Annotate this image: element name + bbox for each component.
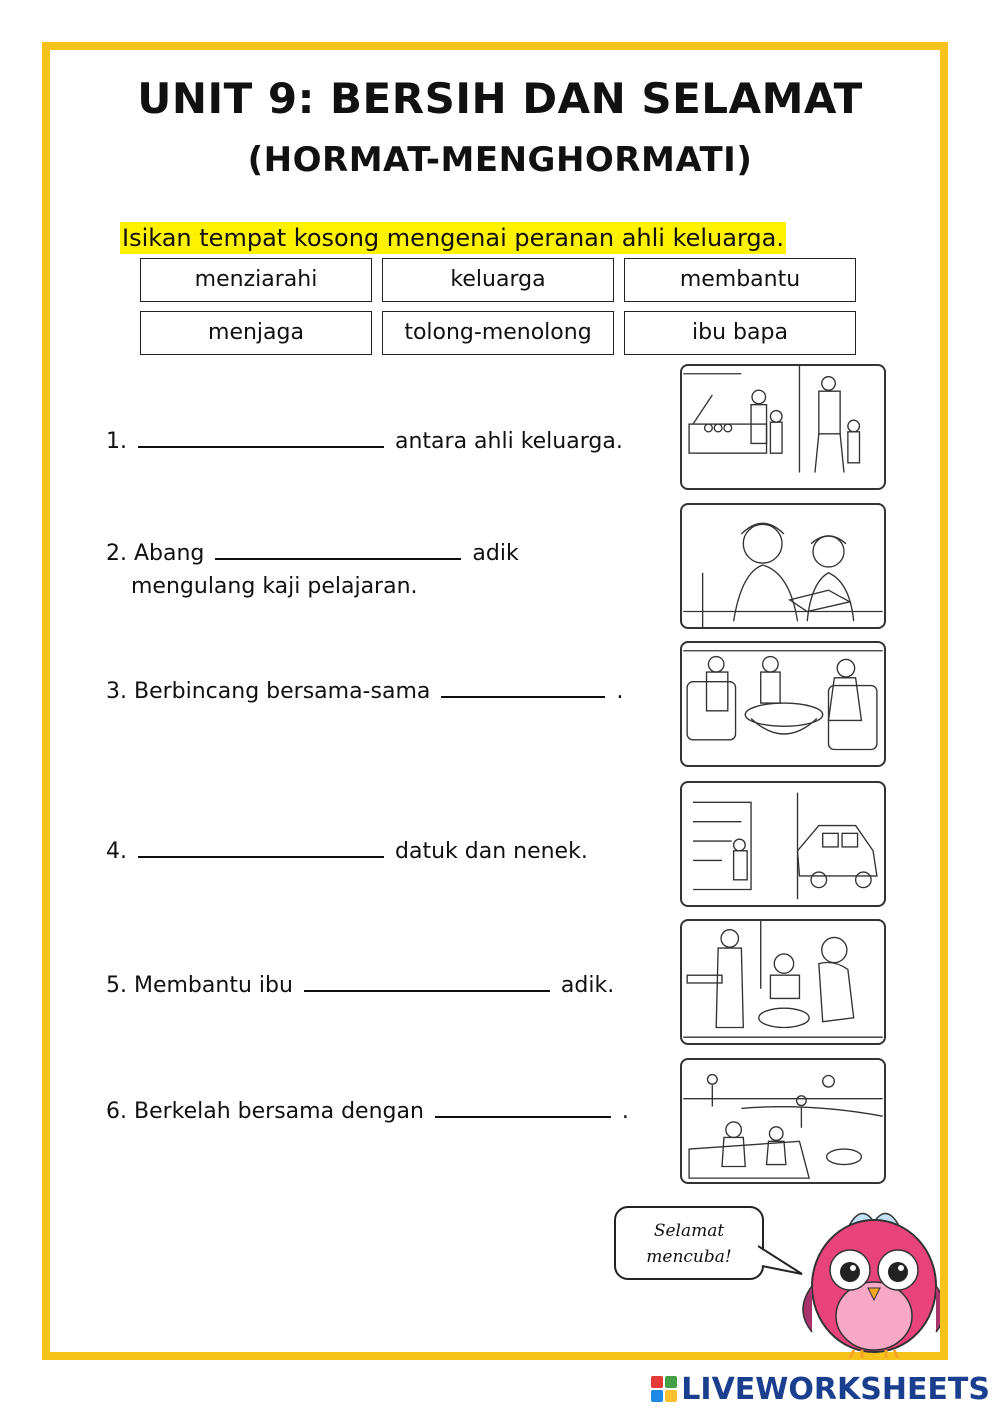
question-prefix: 5. Membantu ibu: [106, 973, 293, 998]
answer-blank-4[interactable]: [138, 836, 384, 858]
bubble-line-2: mencuba!: [646, 1247, 732, 1267]
word-bank-item: membantu: [624, 258, 856, 302]
question-3: [106, 676, 623, 707]
bubble-line-1: Selamat: [653, 1221, 725, 1241]
question-2: [106, 538, 519, 569]
word-bank-item: tolong-menolong: [382, 311, 614, 355]
question-prefix: 4.: [106, 839, 127, 864]
question-2-line2: mengulang kaji pelajaran.: [131, 574, 418, 599]
footer-brand-text: LIVEWORKSHEETS: [681, 1371, 990, 1407]
picture-caring-for-baby: [680, 919, 886, 1045]
page-subtitle: (HORMAT-MENGHORMATI): [247, 140, 753, 180]
question-6: [106, 1096, 629, 1127]
question-prefix: 1.: [106, 429, 127, 454]
question-1: [106, 426, 623, 457]
liveworksheets-brand: [651, 1371, 990, 1407]
question-5: [106, 970, 614, 1001]
instruction-text: Isikan tempat kosong mengenai peranan ahli keluarga.: [122, 224, 784, 252]
question-suffix: datuk dan nenek.: [395, 839, 588, 864]
question-suffix: antara ahli keluarga.: [395, 429, 623, 454]
question-prefix: 6. Berkelah bersama dengan: [106, 1099, 424, 1124]
page-title: UNIT 9: BERSIH DAN SELAMAT: [137, 74, 863, 123]
answer-blank-3[interactable]: [441, 676, 605, 698]
question-suffix: adik: [472, 541, 519, 566]
picture-family-helping: [680, 364, 886, 490]
word-bank-item: menjaga: [140, 311, 372, 355]
question-prefix: 3. Berbincang bersama-sama: [106, 679, 431, 704]
answer-blank-1[interactable]: [138, 426, 384, 448]
question-suffix: .: [621, 1099, 629, 1124]
word-bank-item: menziarahi: [140, 258, 372, 302]
question-prefix: 2. Abang: [106, 541, 205, 566]
liveworksheets-logo-icon: [651, 1376, 677, 1402]
picture-family-picnic: [680, 1058, 886, 1184]
picture-brother-helping-study: [680, 503, 886, 629]
question-4: [106, 836, 588, 867]
answer-blank-5[interactable]: [304, 970, 550, 992]
answer-blank-2[interactable]: [215, 538, 461, 560]
picture-visiting-grandparents: [680, 781, 886, 907]
word-bank-item: keluarga: [382, 258, 614, 302]
word-bank-item: ibu bapa: [624, 311, 856, 355]
speech-bubble: [614, 1206, 764, 1280]
owl-mascot-icon: [790, 1200, 940, 1360]
answer-blank-6[interactable]: [435, 1096, 611, 1118]
question-suffix: adik.: [560, 973, 615, 998]
picture-family-discussion: [680, 641, 886, 767]
question-suffix: .: [616, 679, 624, 704]
